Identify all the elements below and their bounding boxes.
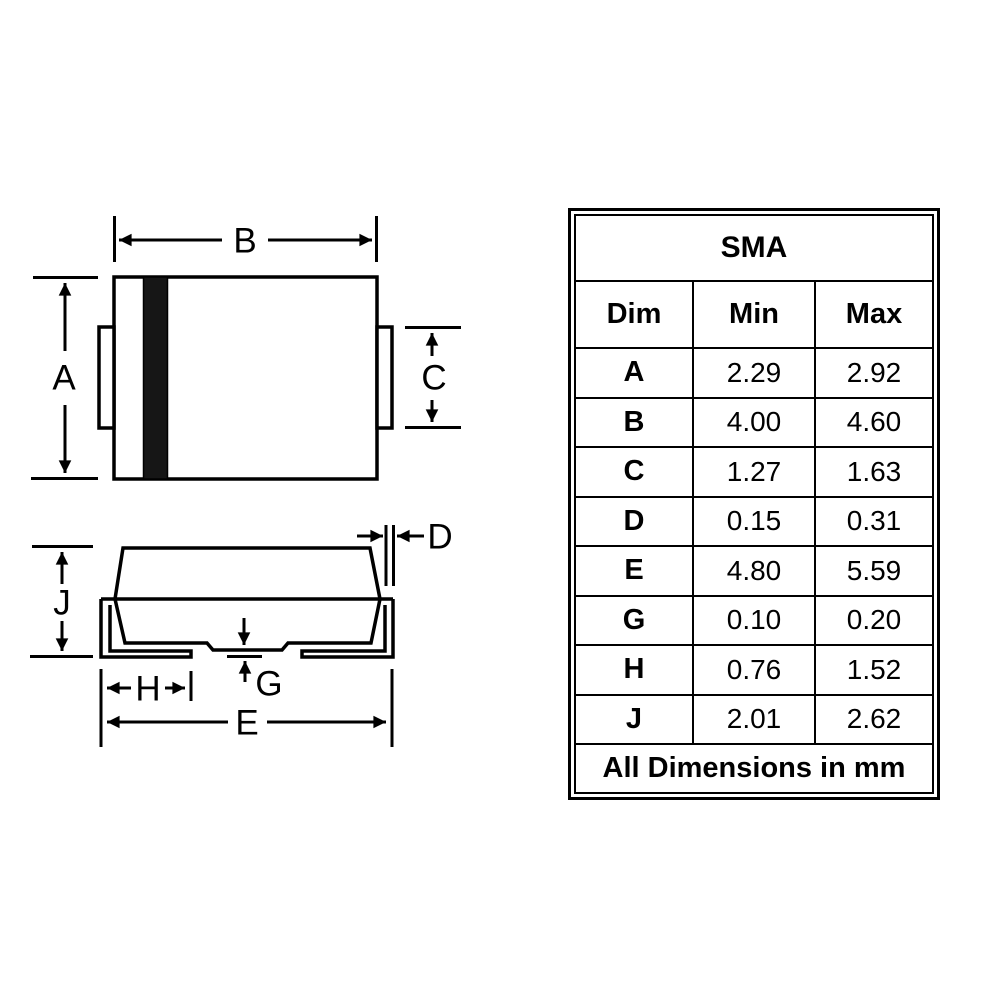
table-row-h-dim: H <box>576 646 694 696</box>
table-row-g-dim: G <box>576 597 694 647</box>
dim-label-h: H <box>135 669 161 709</box>
dim-b <box>115 216 377 262</box>
table-row-d-min: 0.15 <box>694 498 816 548</box>
table-row-a-min: 2.29 <box>694 349 816 399</box>
table-row-c-max: 1.63 <box>816 448 932 498</box>
dimensions-table-inner <box>574 214 934 794</box>
table-row-h-min: 0.76 <box>694 646 816 696</box>
table-row-b-dim: B <box>576 399 694 449</box>
dim-label-g: G <box>255 664 283 704</box>
dim-label-c: C <box>421 358 447 398</box>
table-row-c-dim: C <box>576 448 694 498</box>
dim-h <box>101 669 191 747</box>
table-title: SMA <box>576 216 932 282</box>
package-top-view <box>99 277 392 479</box>
table-row-a-max: 2.92 <box>816 349 932 399</box>
table-row-h-max: 1.52 <box>816 646 932 696</box>
right-terminal <box>377 327 392 428</box>
table-row-j-dim: J <box>576 696 694 746</box>
dim-label-e: E <box>235 703 259 743</box>
table-row-g-max: 0.20 <box>816 597 932 647</box>
table-row-j-max: 2.62 <box>816 696 932 746</box>
table-row-e-max: 5.59 <box>816 547 932 597</box>
dim-g <box>227 618 283 704</box>
cathode-band <box>144 277 168 479</box>
left-terminal <box>99 327 114 428</box>
left-lead <box>101 599 191 657</box>
dim-label-a: A <box>52 358 76 398</box>
table-row-b-min: 4.00 <box>694 399 816 449</box>
dimensions-table <box>568 208 940 800</box>
dim-label-b: B <box>233 221 257 261</box>
dim-label-d: D <box>427 517 453 557</box>
column-header-max: Max <box>816 282 932 349</box>
package-side-view <box>101 548 393 657</box>
body-top-profile <box>115 548 380 599</box>
body-bottom-profile <box>115 599 380 650</box>
dim-label-j: J <box>53 583 71 623</box>
table-grid <box>576 282 932 745</box>
table-row-a-dim: A <box>576 349 694 399</box>
table-row-j-min: 2.01 <box>694 696 816 746</box>
table-footer-note: All Dimensions in mm <box>602 752 906 784</box>
table-row-d-dim: D <box>576 498 694 548</box>
dim-c <box>405 328 461 428</box>
column-header-min: Min <box>694 282 816 349</box>
table-row-e-min: 4.80 <box>694 547 816 597</box>
table-row-c-min: 1.27 <box>694 448 816 498</box>
table-row-d-max: 0.31 <box>816 498 932 548</box>
dim-a <box>31 278 98 479</box>
dim-j <box>30 547 93 657</box>
table-row-g-min: 0.10 <box>694 597 816 647</box>
table-row-b-max: 4.60 <box>816 399 932 449</box>
column-header-dim: Dim <box>576 282 694 349</box>
table-row-e-dim: E <box>576 547 694 597</box>
